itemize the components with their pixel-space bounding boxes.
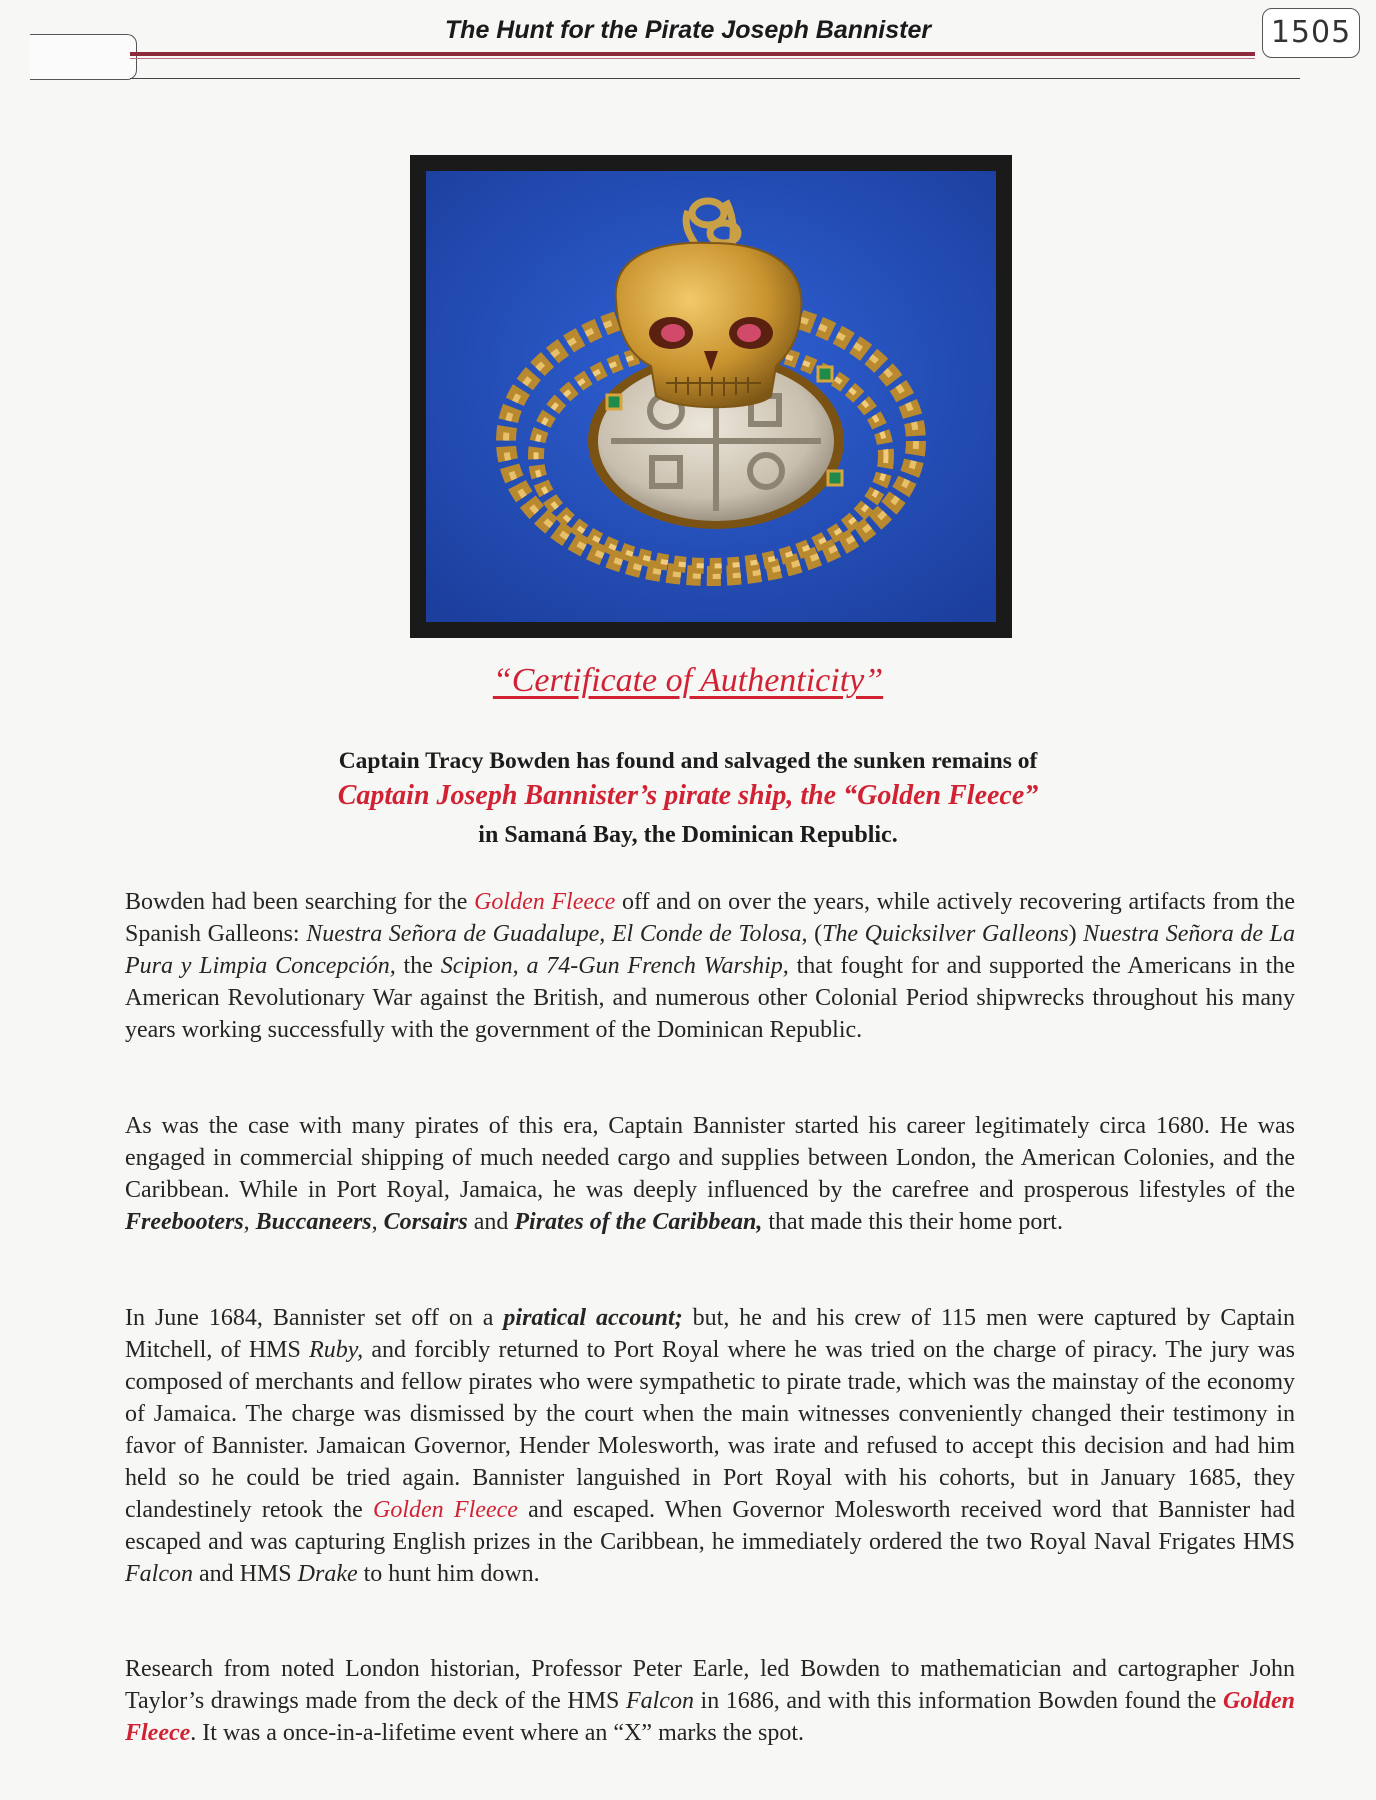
p3-text: In June 1684, Bannister set off on a <box>125 1305 504 1331</box>
paragraph-4 <box>125 1653 1295 1749</box>
p3-text: to hunt him down. <box>357 1561 540 1587</box>
pirates-of-the-caribbean: Pirates of the Caribbean, <box>514 1209 763 1235</box>
page-header-title: The Hunt for the Pirate Joseph Bannister <box>444 16 932 44</box>
p3-text: and forcibly returned to Port Royal where he was tried on the charge of piracy. The jury was composed of merchants and fellow pirates who were sympathetic to pirate trade, which was the mainstay of the economy of Jamaica. The charge was dismissed by the court when the main witnesses conveniently changed their testimony in favor of Bannister. Jamaican Governor, Hender Molesworth, was irate and refused to accept this decision and had him held so he could be tried again. Bannister languished in Port Royal with his cohorts, but in January 1685, they clandestinely retook the <box>125 1337 1295 1523</box>
paragraph-2 <box>125 1110 1295 1238</box>
p2-text: As was the case with many pirates of this era, Captain Bannister started his career legitimately circa 1680. He was engaged in commercial shipping of much needed cargo and supplies between London, the American Colonies, and the Caribbean. While in Port Royal, Jamaica, he was deeply influenced by the carefree and prosperous lifestyles of the <box>125 1113 1295 1203</box>
photo-frame <box>410 155 1012 638</box>
hms-ruby: Ruby, <box>309 1337 364 1363</box>
p4-text: . It was a once-in-a-lifetime event where an “X” marks the spot. <box>190 1720 805 1746</box>
buccaneers: Buccaneers <box>255 1209 372 1235</box>
quicksilver-galleons: The Quicksilver Galleons <box>822 921 1069 947</box>
p1-text: off and on over the years, while actively recovering artifacts from the Spanish Galleons: <box>125 889 1295 947</box>
certificate-title: “Certificate of Authenticity” <box>492 662 884 699</box>
hms-drake: Drake <box>297 1561 358 1587</box>
paragraph-1 <box>125 886 1295 1046</box>
golden-fleece-ref: Golden Fleece <box>373 1497 518 1523</box>
hms-falcon: Falcon <box>125 1561 193 1587</box>
corsairs: Corsairs <box>383 1209 468 1235</box>
p2-text: , <box>243 1209 256 1235</box>
p1-text: ) <box>1068 921 1084 947</box>
p2-text: and <box>467 1209 515 1235</box>
galleon-names: Nuestra Señora de Guadalupe, El Conde de Tolosa, <box>306 921 808 947</box>
header-rule-red-thin <box>130 58 1255 59</box>
p4-text: Research from noted London historian, Professor Peter Earle, led Bowden to mathematician and cartographer John Taylor’s drawings made from the deck of the HMS <box>125 1656 1295 1714</box>
p3-text: but, he and his crew of 115 men were captured by Captain Mitchell, of HMS <box>125 1305 1296 1363</box>
p2-text: that made this their home port. <box>762 1209 1063 1235</box>
piratical-account: piratical account; <box>503 1305 683 1331</box>
p1-text: the <box>395 953 441 979</box>
intro-line-3: in Samaná Bay, the Dominican Republic. <box>478 822 898 848</box>
scipion-name: Scipion, a 74-Gun French Warship, <box>440 953 789 979</box>
paragraph-3 <box>125 1302 1295 1590</box>
p3-text: and escaped. When Governor Molesworth received word that Bannister had escaped and was capturing English prizes in the Caribbean, he immediately ordered the two Royal Naval Frigates HMS <box>125 1497 1295 1555</box>
freebooters: Freebooters <box>125 1209 244 1235</box>
p4-text: in 1686, and with this information Bowden found the <box>693 1688 1224 1714</box>
p2-text: , <box>371 1209 384 1235</box>
intro-line-2: Captain Joseph Bannister’s pirate ship, the “Golden Fleece” <box>337 780 1039 811</box>
intro-line-1: Captain Tracy Bowden has found and salvaged the sunken remains of <box>338 748 1038 774</box>
p1-text: that fought for and supported the Americans in the American Revolutionary War against the British, and numerous other Colonial Period shipwrecks throughout his many years working successfully with the government of the Dominican Republic. <box>125 953 1295 1043</box>
golden-fleece-ref: Golden Fleece <box>474 889 616 915</box>
header-rule-black <box>130 78 1300 79</box>
hms-falcon: Falcon <box>625 1688 694 1714</box>
golden-fleece-ref: Golden Fleece <box>125 1688 1296 1746</box>
page-number-stamp: 1505 <box>1262 8 1360 58</box>
p3-text: and HMS <box>192 1561 298 1587</box>
skull-pendant-photo <box>426 171 996 622</box>
p1-text: ( <box>807 921 823 947</box>
p1-text: Bowden had been searching for the <box>125 889 475 915</box>
concepcion-name: Nuestra Señora de La Pura y Limpia Concepción, <box>125 921 1295 979</box>
header-rule-red <box>130 52 1255 56</box>
